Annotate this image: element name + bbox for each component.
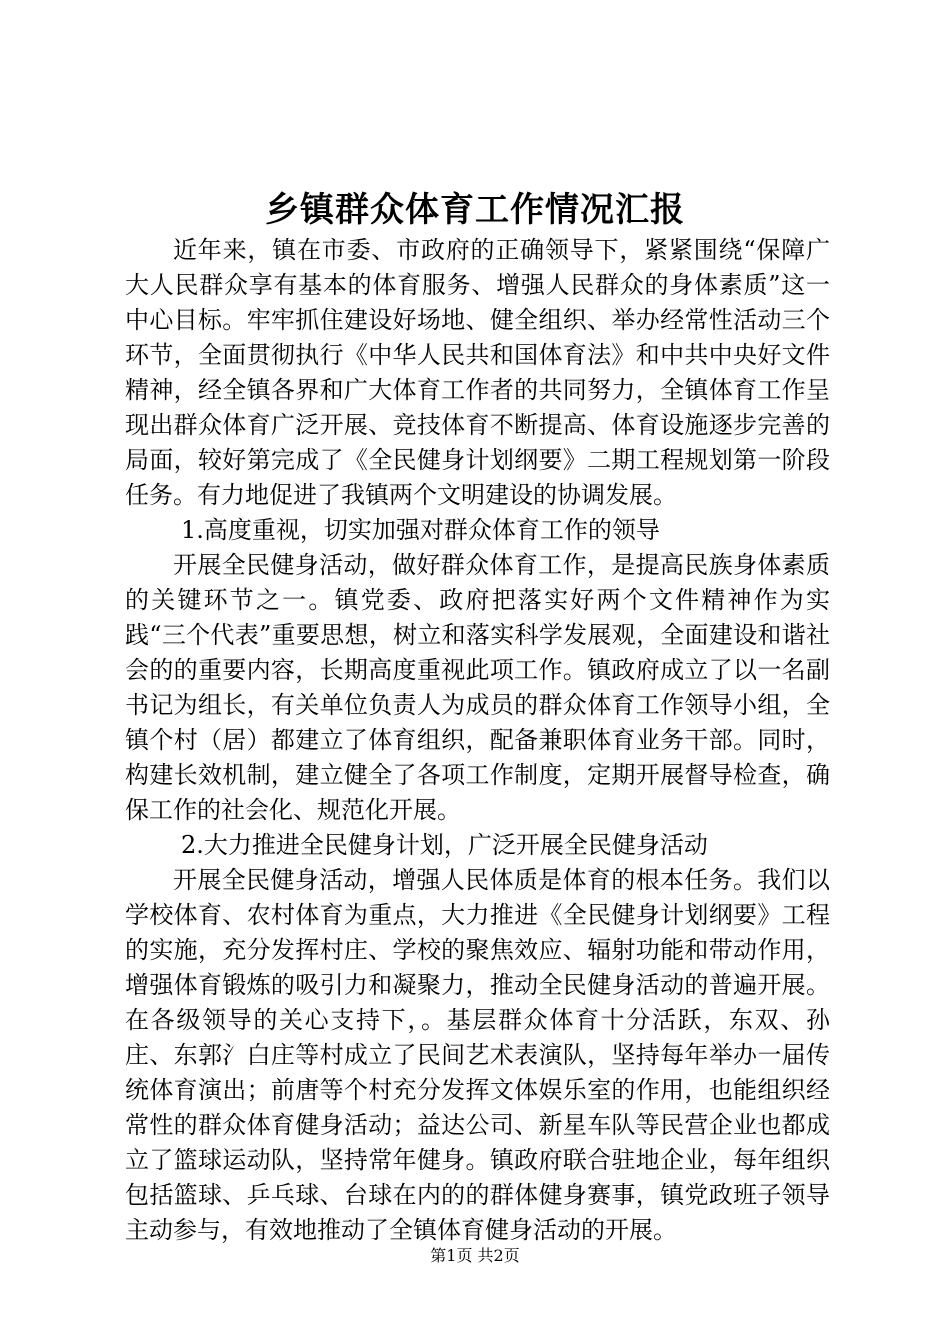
section-heading-2: 2.大力推进全民健身计划，广泛开展全民健身活动 bbox=[181, 831, 708, 859]
page-footer: 第1页 共2页 bbox=[430, 1246, 520, 1265]
section-heading-1: 1.高度重视，切实加强对群众体育工作的领导 bbox=[181, 516, 660, 544]
document-title: 乡镇群众体育工作情况汇报 bbox=[265, 190, 685, 230]
document-body bbox=[125, 233, 830, 1248]
section-paragraph-1: 开展全民健身活动，做好群众体育工作，是提高民族身体素质的关键环节之一。镇党委、政府把落实好两个文件精神作为实践“三个代表”重要思想，树立和落实科学发展观，全面建设和谐社会的的重要内容，长期高度重视此项工作。镇政府成立了以一名副书记为组长，有关单位负责人为成员的群众体育工作领导小组，全镇个村（居）都建立了体育组织，配备兼职体育业务干部。同时，构建长效机制，建立健全了各项工作制度，定期开展督导检查，确保工作的社会化、规范化开展。 bbox=[125, 551, 830, 824]
section-paragraph-2: 开展全民健身活动，增强人民体质是体育的根本任务。我们以学校体育、农村体育为重点，大力推进《全民健身计划纲要》工程的实施，充分发挥村庄、学校的聚焦效应、辐射功能和带动作用，增强体育锻炼的吸引力和凝聚力，推动全民健身活动的普遍开展。在各级领导的关心支持下，。基层群众体育十分活跃，东双、孙庄、东郭氵白庄等村成立了民间艺术表演队，坚持每年举办一届传统体育演出；前唐等个村充分发挥文体娱乐室的作用，也能组织经常性的群众体育健身活动；益达公司、新星车队等民营企业也都成立了篮球运动队，坚持常年健身。镇政府联合驻地企业，每年组织包括篮球、乒乓球、台球在内的的群体健身赛事，镇党政班子领导主动参与，有效地推动了全镇体育健身活动的开展。 bbox=[125, 866, 830, 1244]
intro-paragraph: 近年来，镇在市委、市政府的正确领导下，紧紧围绕“保障广大人民群众享有基本的体育服务、增强人民群众的身体素质”这一中心目标。牢牢抓住建设好场地、健全组织、举办经常性活动三个环节，全面贯彻执行《中华人民共和国体育法》和中共中央好文件精神，经全镇各界和广大体育工作者的共同努力，全镇体育工作呈现出群众体育广泛开展、竞技体育不断提高、体育设施逐步完善的局面，较好第完成了《全民健身计划纲要》二期工程规划第一阶段任务。有力地促进了我镇两个文明建设的协调发展。 bbox=[125, 236, 830, 509]
